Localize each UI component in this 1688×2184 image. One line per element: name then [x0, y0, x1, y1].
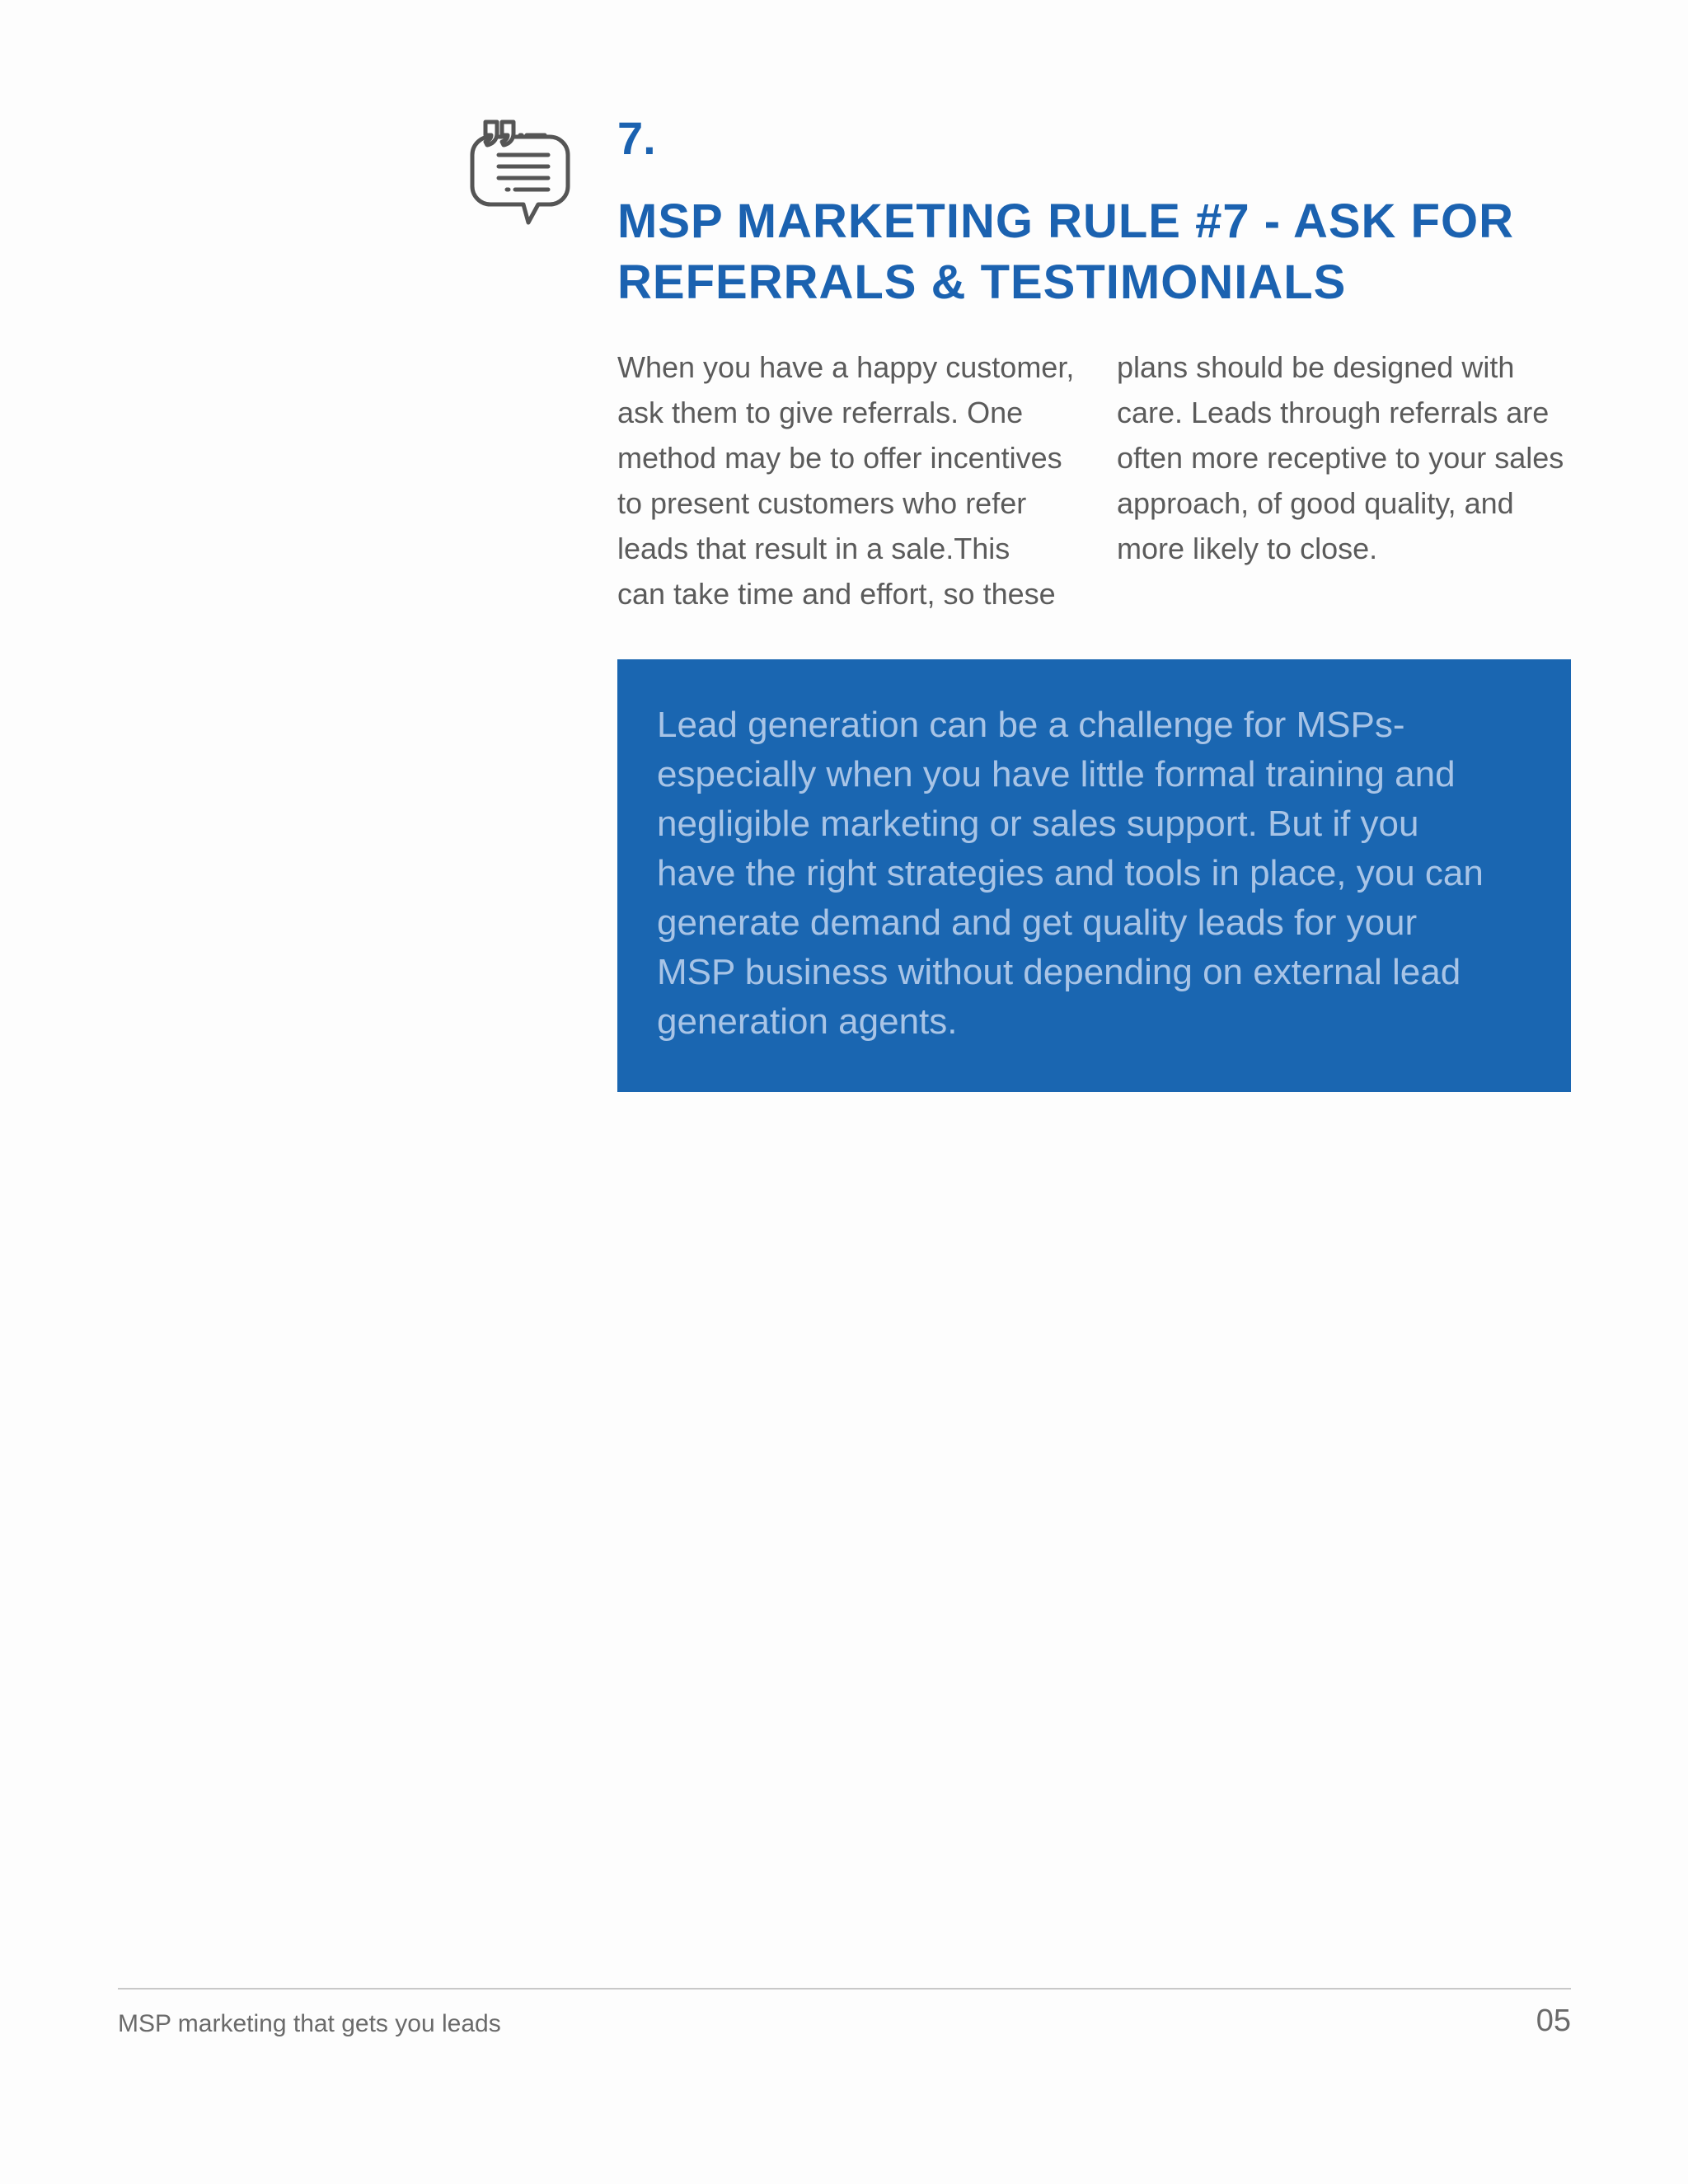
callout-box	[617, 659, 1571, 1092]
callout-text: Lead generation can be a challenge for MSPs- especially when you have little formal training and negligible marketing or sales support. But if you have the right strategies and tools in place, you can generate demand and get quality leads for your MSP business without depending on external lead generation agents.	[657, 705, 1484, 1042]
footer-divider	[118, 1988, 1571, 1990]
footer-title: MSP marketing that gets you leads	[118, 2010, 501, 2037]
body-text-left-column: When you have a happy customer, ask them to give referrals. One method may be to offer incentives to present customers who refer leads that result in a sale.This can take time and effort, so these	[617, 350, 1075, 611]
speech-bubble-quote-icon	[457, 114, 573, 229]
section-title: MSP MARKETING RULE #7 - ASK FOR REFERRALS & TESTIMONIALS	[617, 194, 1514, 309]
section-number: 7.	[617, 112, 656, 164]
page-number: 05	[1536, 2004, 1571, 2038]
body-text-right-column: plans should be designed with care. Leads through referrals are often more receptive to your sales approach, of good quality, and more likely to close.	[1117, 350, 1564, 565]
